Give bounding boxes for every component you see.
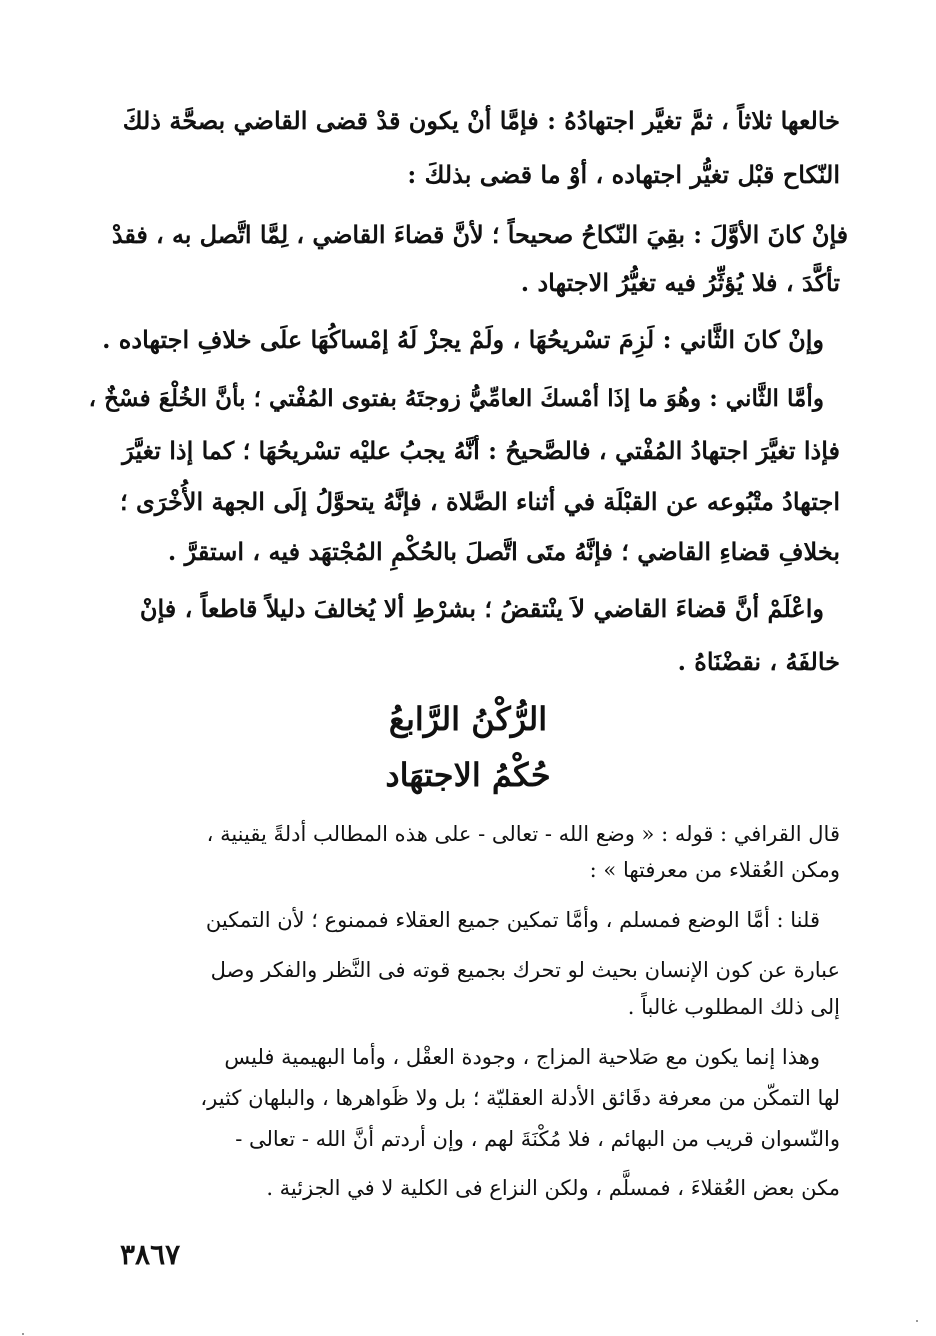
page-number: ٣٨٦٧ <box>120 1238 181 1271</box>
text-line: والنّسوان قريب من البهائم ، فلا مُكْنَةَ لهم ، وإن أردتم أنَّ الله - تعالى - <box>235 1127 840 1151</box>
scan-speck <box>22 1333 24 1335</box>
scan-speck <box>916 1320 918 1322</box>
text-line: خالعها ثلاثاً ، ثمَّ تغيَّر اجتهادُهُ : فإمَّا أنْ يكون قدْ قضى القاضي بصحَّة ذلكَ <box>122 106 840 135</box>
text-line: ومكن العُقلاء من معرفتها » : <box>589 858 840 882</box>
text-line: اجتهادُ متْبُوعه عن القبْلَة في أثناء الصَّلاة ، فإنَّهُ يتحوَّلُ إلَى الجهة الأُخْرَى ؛ <box>119 487 840 516</box>
text-line: وإنْ كانَ الثَّاني : لَزِمَ تسْريحُهَا ، ولَمْ يجزْ لَهُ إمْساكُهَا علَى خلافِ اجتهاده . <box>102 325 824 354</box>
text-line: فإنْ كانَ الأوَّلَ : بقِيَ النّكاحُ صحيحاً ؛ لأنَّ قضاءَ القاضي ، لِمَّا اتَّصل به ، فقدْ <box>111 221 848 249</box>
text-line: واعْلَمْ أنَّ قضاءَ القاضي لاَ ينْتقضُ ؛ بشرْطِ ألا يُخالفَ دليلاً قاطعاً ، فإنْ <box>139 594 824 623</box>
text-line: فإذا تغيَّرَ اجتهادُ المُفْتي ، فالصَّحيحُ : أنَّهُ يجبُ عليْه تسْريحُهَا ؛ كما إذا تغيَّرَ <box>122 436 840 465</box>
section-heading-ruling: حُكْمُ الاجتهَاد <box>385 756 551 794</box>
text-line: تأكَّدَ ، فلا يُؤثِّرُ فيه تغيُّرُ الاجتهاد . <box>520 268 840 297</box>
text-line: قلنا : أمَّا الوضع فمسلم ، وأمَّا تمكين جميع العقلاء فممنوع ؛ لأن التمكين <box>205 908 820 932</box>
text-line: خالفَهُ ، نقضْنَاهُ . <box>677 647 840 676</box>
section-heading-pillar: الرُّكْنُ الرَّابعُ <box>388 700 548 738</box>
text-line: إلى ذلك المطلوب غالباً . <box>627 995 840 1019</box>
text-line: بخلافِ قضاءِ القاضي ؛ فإنَّهُ متَى اتَّصلَ بالحُكْمِ المُجْتهَد فيه ، استقرَّ . <box>167 537 840 566</box>
text-line: وهذا إنما يكون مع صَلاحية المزاج ، وجودة العقْل ، وأما البهيمية فليس <box>224 1045 820 1069</box>
text-line: مكن بعض العُقلاءَ ، فمسلَّم ، ولكن النزاع فى الكلية لا في الجزئية . <box>266 1176 840 1200</box>
text-line: لها التمكّن من معرفة دقَائق الأدلة العقليّة ؛ بل ولا ظَواهرها ، والبلهان كثير، <box>200 1086 840 1110</box>
text-line: النّكاح قبْل تغيُّر اجتهاده ، أوْ ما قضى بذلكَ : <box>407 160 840 189</box>
text-line: قال القرافي : قوله : « وضع الله - تعالى - على هذه المطالب أدلةً يقينية ، <box>206 822 840 846</box>
text-line: عبارة عن كون الإنسان بحيث لو تحرك بجميع قوته فى النَّظر والفكر وصل <box>210 958 840 982</box>
text-line: وأمَّا الثَّاني : وهُوَ ما إذَا أمْسكَ العامِّيُّ زوجتَهُ بفتوى المُفْتي ؛ بأنَّ الخُلْعَ فسْخٌ ، <box>88 385 824 412</box>
